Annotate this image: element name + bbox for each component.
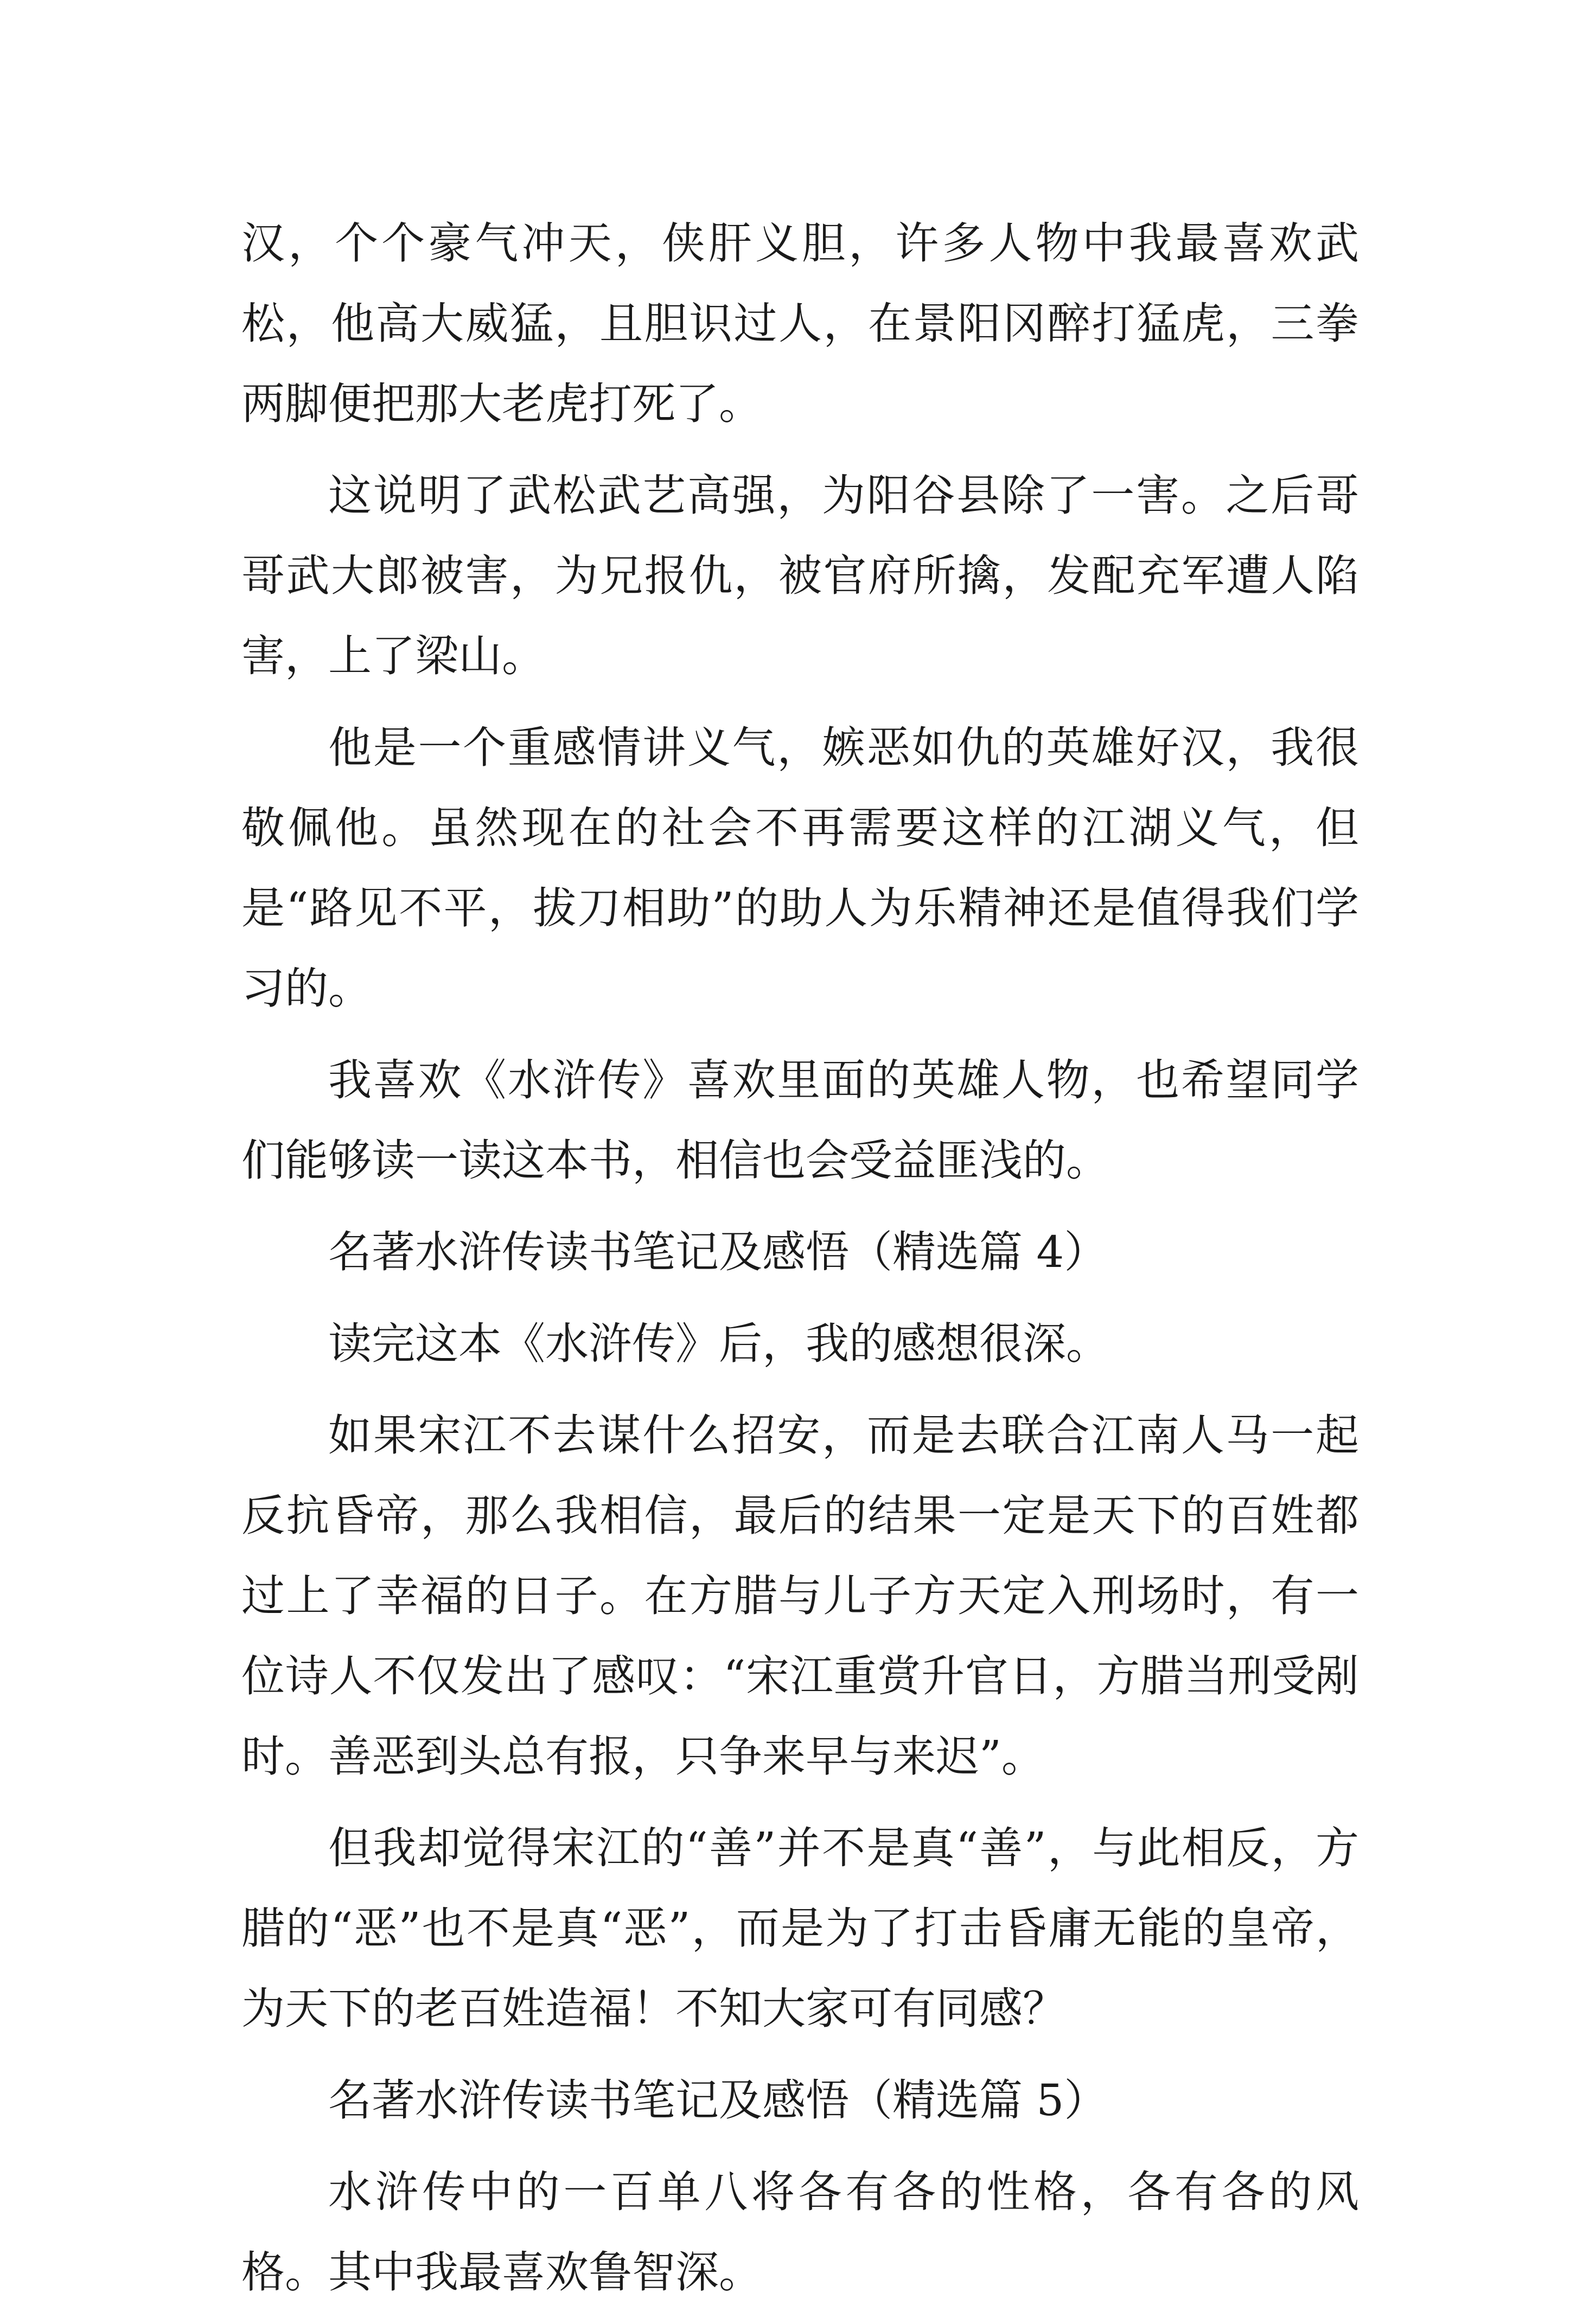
paragraph-wusong-revenge: 这说明了武松武艺高强，为阳谷县除了一害。之后哥哥武大郎被害，为兄报仇，被官府所擒，发配充军遭人陷害，上了梁山。: [241, 470, 1359, 681]
section-heading-4: 名著水浒传读书笔记及感悟（精选篇 4）: [328, 1227, 1108, 1277]
paragraph-luzhishen: 水浒传中的一百单八将各有各的性格，各有各的风格。其中我最喜欢鲁智深。: [241, 2167, 1359, 2297]
document-body: [241, 203, 1359, 2324]
paragraph-songjiang-fangla: 如果宋江不去谋什么招安，而是去联合江南人马一起反抗昏帝，那么我相信，最后的结果一定是天下的百姓都过上了幸福的日子。在方腊与儿子方天定入刑场时，有一位诗人不仅发出了感叹：“宋江重赏升官日，方腊当刑受剐时。善恶到头总有报，只争来早与来迟”。: [241, 1410, 1359, 1782]
paragraph-recommendation: 我喜欢《水浒传》喜欢里面的英雄人物，也希望同学们能够读一读这本书，相信也会受益匪浅的。: [241, 1055, 1359, 1186]
paragraph-good-evil: 但我却觉得宋江的“善”并不是真“善”，与此相反，方腊的“恶”也不是真“恶”，而是为了打击昏庸无能的皇帝，为天下的老百姓造福！不知大家可有同感？: [241, 1823, 1359, 2034]
paragraph-wusong-intro: 汉，个个豪气冲天，侠肝义胆，许多人物中我最喜欢武松，他高大威猛，且胆识过人，在景阳冈醉打猛虎，三拳两脚便把那大老虎打死了。: [241, 218, 1359, 429]
section-heading-5: 名著水浒传读书笔记及感悟（精选篇 5）: [328, 2075, 1108, 2125]
paragraph-reflection-intro: 读完这本《水浒传》后，我的感想很深。: [328, 1318, 1109, 1369]
paragraph-wusong-admiration: 他是一个重感情讲义气，嫉恶如仇的英雄好汉，我很敬佩他。虽然现在的社会不再需要这样的江湖义气，但是“路见不平，拔刀相助”的助人为乐精神还是值得我们学习的。: [241, 722, 1359, 1014]
